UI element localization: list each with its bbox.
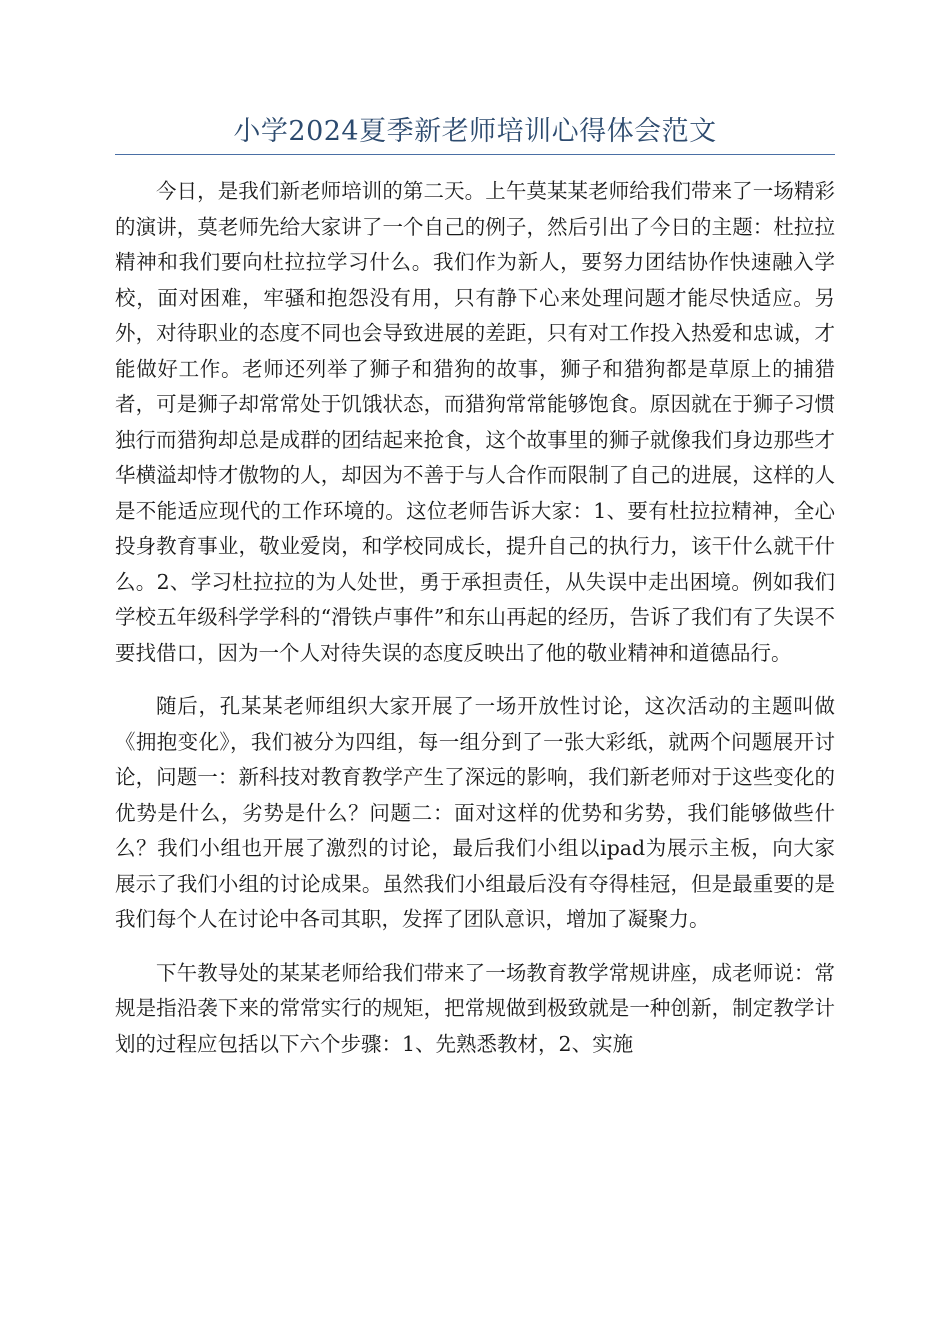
document-title: 小学2024夏季新老师培训心得体会范文: [233, 116, 717, 147]
paragraph-2: 随后，孔某某老师组织大家开展了一场开放性讨论，这次活动的主题叫做《拥抱变化》，我们被分为四组，每一组分到了一张大彩纸，就两个问题展开讨论，问题一：新科技对教育教学产生了深远的影响，我们新老师对于这些变化的优势是什么，劣势是什么？问题二：面对这样的优势和劣势，我们能够做些什么？我们小组也开展了激烈的讨论，最后我们小组以ipad为展示主板，向大家展示了我们小组的讨论成果。虽然我们小组最后没有夺得桂冠，但是最重要的是我们每个人在讨论中各司其职，发挥了团队意识，增加了凝聚力。: [115, 694, 835, 931]
document-body: [115, 174, 835, 1080]
paragraph-3: 下午教导处的某某老师给我们带来了一场教育教学常规讲座，成老师说：常规是指沿袭下来的常常实行的规矩，把常规做到极致就是一种创新，制定教学计划的过程应包括以下六个步骤：1、先熟悉教材，2、实施: [115, 960, 835, 1056]
paragraph-1: 今日，是我们新老师培训的第二天。上午莫某某老师给我们带来了一场精彩的演讲，莫老师先给大家讲了一个自己的例子，然后引出了今日的主题：杜拉拉精神和我们要向杜拉拉学习什么。我们作为新人，要努力团结协作快速融入学校，面对困难，牢骚和抱怨没有用，只有静下心来处理问题才能尽快适应。另外，对待职业的态度不同也会导致进展的差距，只有对工作投入热爱和忠诚，才能做好工作。老师还列举了狮子和猎狗的故事，狮子和猎狗都是草原上的捕猎者，可是狮子却常常处于饥饿状态，而猎狗常常能够饱食。原因就在于狮子习惯独行而猎狗却总是成群的团结起来抢食，这个故事里的狮子就像我们身边那些才华横溢却恃才傲物的人，却因为不善于与人合作而限制了自己的进展，这样的人是不能适应现代的工作环境的。这位老师告诉大家：1、要有杜拉拉精神，全心投身教育事业，敬业爱岗，和学校同成长，提升自己的执行力，该干什么就干什么。2、学习杜拉拉的为人处世，勇于承担责任，从失误中走出困境。例如我们学校五年级科学学科的“滑铁卢事件”和东山再起的经历，告诉了我们有了失误不要找借口，因为一个人对待失误的态度反映出了他的敬业精神和道德品行。: [115, 179, 835, 665]
title-underline: [115, 154, 835, 155]
